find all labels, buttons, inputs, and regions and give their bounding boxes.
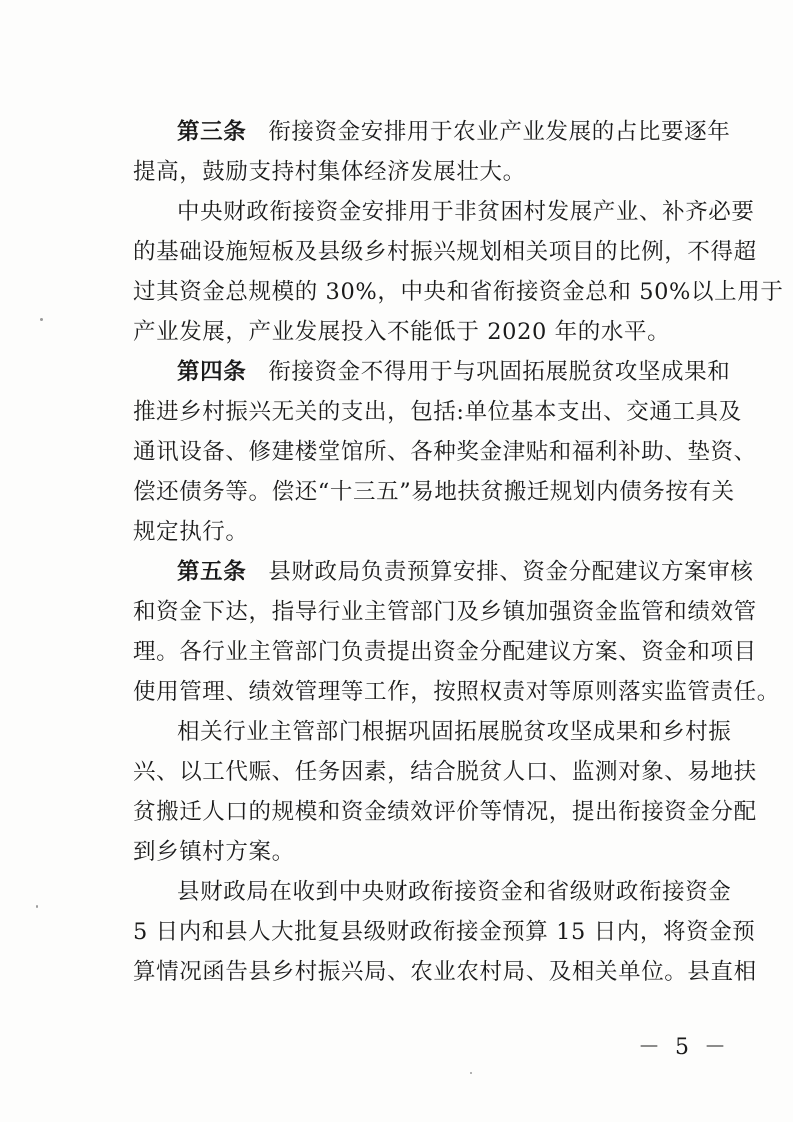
text-line: 县财政局在收到中央财政衔接资金和省级财政衔接资金 [177, 879, 732, 905]
text-line: 和资金下达，指导行业主管部门及乡镇加强资金监管和绩效管 [133, 599, 757, 625]
text-line: 的基础设施短板及县级乡村振兴规划相关项目的比例，不得超 [133, 239, 757, 265]
text-line [177, 557, 753, 587]
text-line [177, 357, 730, 387]
text-line: 到乡镇村方案。 [133, 839, 295, 865]
line-text: 衔接资金安排用于农业产业发展的占比要逐年 [268, 119, 731, 145]
scan-speck [470, 1072, 472, 1074]
text-line: 过其资金总规模的 30%，中央和省衔接资金总和 50%以上用于 [133, 279, 784, 305]
text-line: 规定执行。 [133, 519, 249, 545]
text-line: 通讯设备、修建楼堂馆所、各种奖金津贴和福利补助、垫资、 [133, 439, 757, 465]
line-text: 县财政局负责预算安排、资金分配建议方案审核 [268, 559, 754, 585]
text-line: 使用管理、绩效管理等工作，按照权责对等原则落实监管责任。 [133, 679, 780, 705]
text-line: 5 日内和县人大批复县级财政衔接金预算 15 日内，将资金预 [133, 919, 756, 945]
scan-speck [36, 905, 38, 908]
text-line: 兴、以工代赈、任务因素，结合脱贫人口、监测对象、易地扶 [133, 759, 757, 785]
text-line: 相关行业主管部门根据巩固拓展脱贫攻坚成果和乡村振 [177, 719, 732, 745]
article-heading: 第四条 [177, 359, 247, 385]
text-line: 理。各行业主管部门负责提出资金分配建议方案、资金和项目 [133, 639, 757, 665]
article-heading: 第三条 [177, 119, 247, 145]
text-line: 算情况函告县乡村振兴局、农业农村局、及相关单位。县直相 [133, 959, 757, 985]
text-line: 提高，鼓励支持村集体经济发展壮大。 [133, 159, 526, 185]
text-line [177, 117, 730, 147]
text-line: 贫搬迁人口的规模和资金绩效评价等情况，提出衔接资金分配 [133, 799, 757, 825]
scan-speck [40, 318, 43, 321]
text-line: 产业发展，产业发展投入不能低于 2020 年的水平。 [133, 319, 671, 345]
page-number: － 5 － [638, 1035, 730, 1060]
article-heading: 第五条 [177, 559, 247, 585]
text-line: 中央财政衔接资金安排用于非贫困村发展产业、补齐必要 [177, 199, 755, 225]
line-text: 衔接资金不得用于与巩固拓展脱贫攻坚成果和 [268, 359, 731, 385]
text-line: 推进乡村振兴无关的支出，包括:单位基本支出、交通工具及 [133, 399, 742, 425]
text-line: 偿还债务等。偿还“十三五”易地扶贫搬迁规划内债务按有关 [133, 479, 735, 505]
